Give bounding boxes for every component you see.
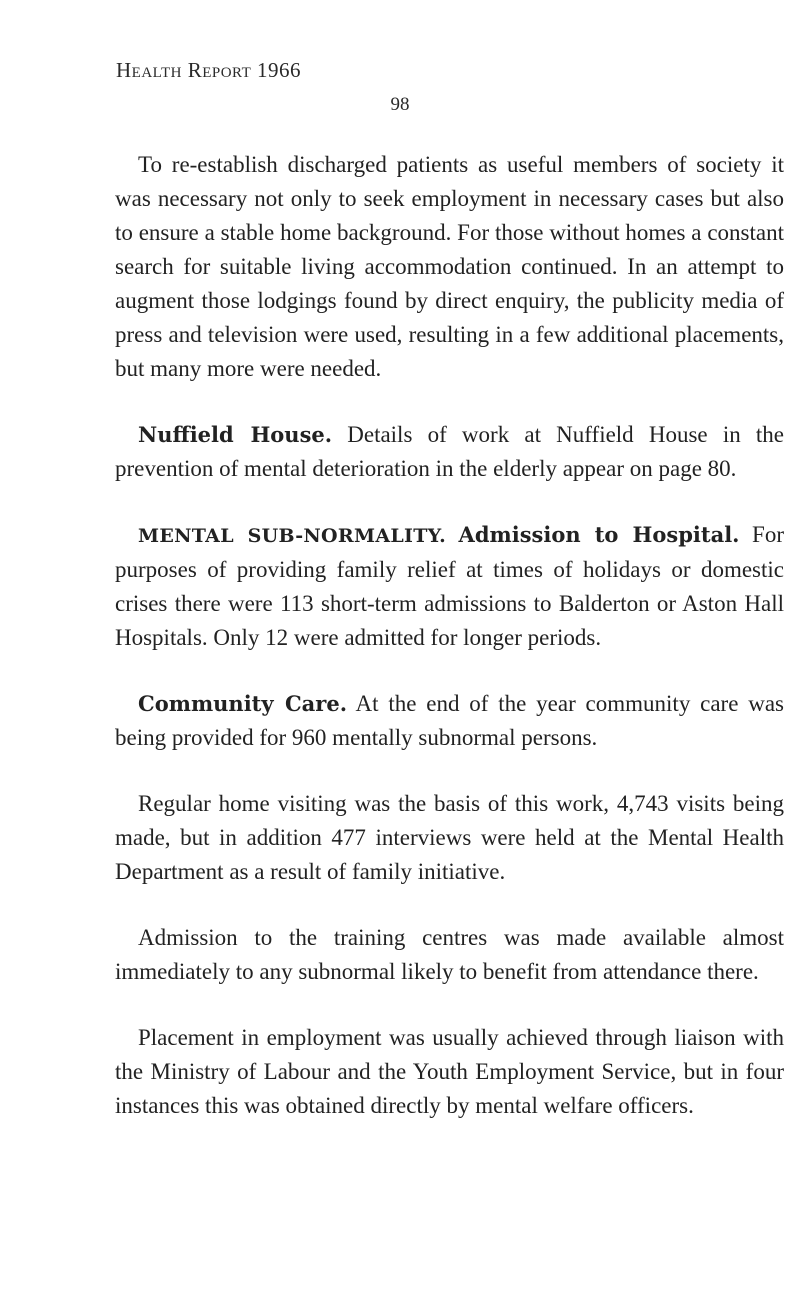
paragraph-text: Placement in employment was usually achieved through liaison with the Ministry of Labour and the Youth Employment Service, but in four instances this was obtained directly by mental welfare officers. (115, 1025, 784, 1118)
paragraph-admission-to-hospital (115, 518, 784, 655)
paragraph-text: At the end of the year community care was being provided for 960 mentally subnormal persons. (115, 691, 784, 750)
paragraph-rehabilitation (115, 148, 784, 386)
paragraph-home-visiting (115, 787, 784, 889)
paragraph-text: Details of work at Nuffield House in the prevention of mental deterioration in the elderly appear on page 80. (115, 422, 784, 481)
paragraph-nuffield-house (115, 418, 784, 486)
running-head: Health Report 1966 (116, 58, 302, 82)
section-heading: Community Care. (138, 691, 348, 716)
section-heading: Admission to Hospital. (458, 522, 740, 547)
paragraph-employment (115, 1021, 784, 1123)
paragraph-text: Regular home visiting was the basis of this work, 4,743 visits being made, but in addition 477 interviews were held at the Mental Health Department as a result of family initiative. (115, 791, 784, 884)
paragraph-text: To re-establish discharged patients as useful members of society it was necessary not only to seek employment in necessary cases but also to ensure a stable home background. For those without homes a constant search for suitable living accommodation continued. In an attempt to augment those lodgings found by direct enquiry, the publicity media of press and television were used, resulting in a few additional placements, but many more were needed. (115, 152, 784, 381)
paragraph-text: For purposes of providing family relief at times of holidays or domestic crises there were 113 short-term admissions to Balderton or Aston Hall Hospitals. Only 12 were admitted for longer periods. (115, 522, 784, 650)
page-number: 98 (390, 94, 410, 115)
paragraph-text: Admission to the training centres was made available almost immediately to any subnormal likely to benefit from attendance there. (115, 925, 784, 984)
paragraph-community-care (115, 687, 784, 755)
paragraph-training-centres (115, 921, 784, 989)
body-text (115, 148, 784, 1155)
section-title: MENTAL SUB-NORMALITY. (138, 525, 446, 547)
section-heading: Nuffield House. (138, 422, 333, 447)
